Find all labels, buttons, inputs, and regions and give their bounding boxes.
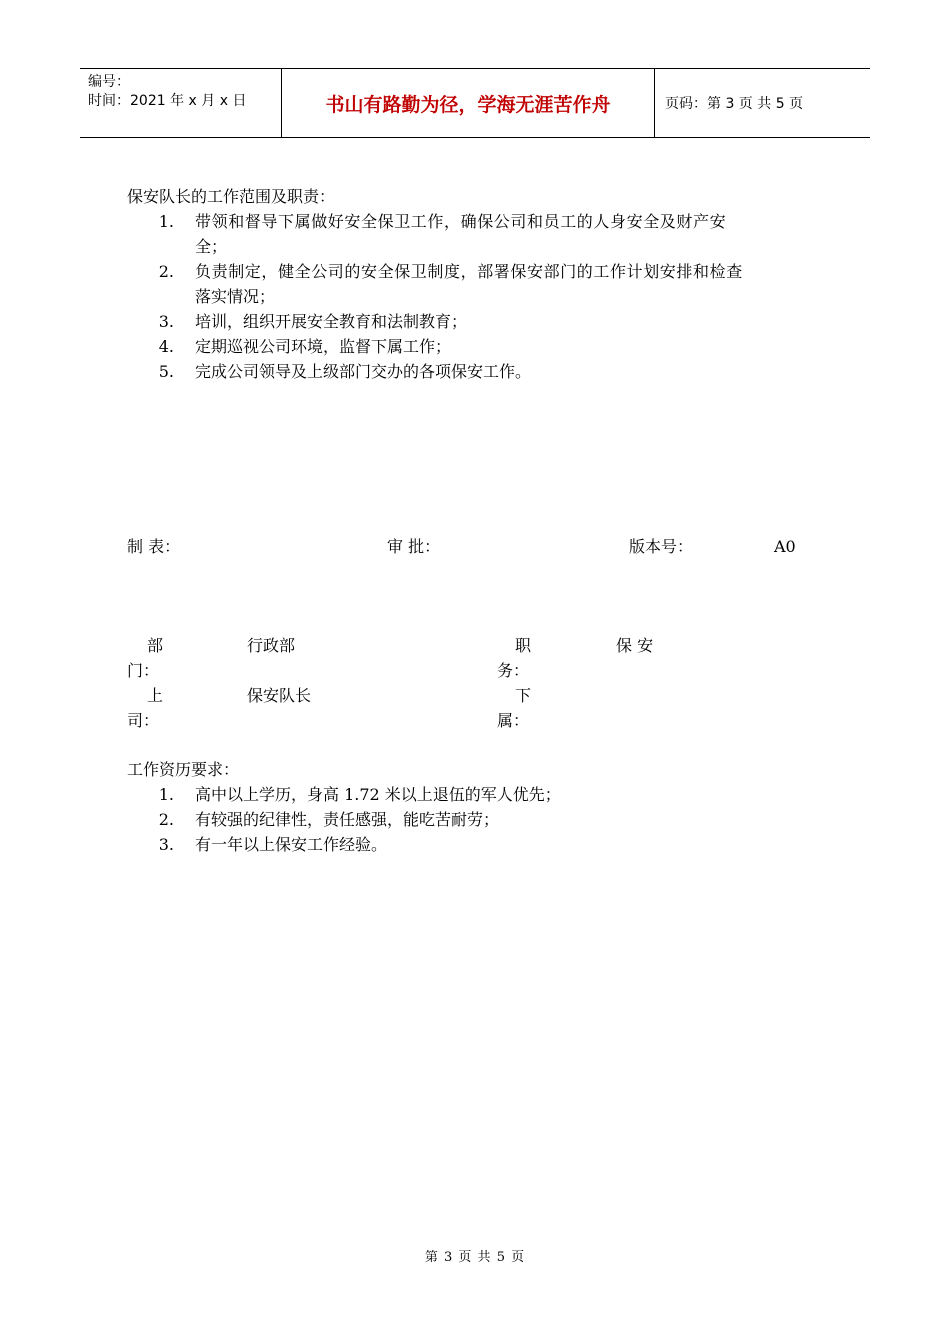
list-item-number: 1. [158, 785, 174, 804]
superior-label-continued: 司： [127, 711, 160, 730]
subordinate-label-continued: 属： [497, 711, 530, 730]
version-value: A0 [774, 537, 796, 556]
list-item-text-continued: 落实情况； [195, 287, 276, 306]
qualifications-title: 工作资历要求： [127, 760, 240, 779]
list-item-text: 定期巡视公司环境，监督下属工作； [195, 337, 452, 356]
made-by-label: 制 表： [127, 537, 181, 556]
list-item-text: 负责制定，健全公司的安全保卫制度，部署保安部门的工作计划安排和检查 [195, 262, 743, 281]
superior-label: 上 [147, 686, 164, 705]
list-item-number: 1. [158, 212, 174, 231]
list-item-number: 3. [158, 835, 174, 854]
list-item-number: 4. [158, 337, 174, 356]
list-item-number: 2. [158, 810, 174, 829]
post-label-continued: 务： [497, 661, 530, 680]
approved-by-label: 审 批： [387, 537, 441, 556]
list-item-text-continued: 全； [195, 237, 228, 256]
header-motto: 书山有路勤为径，学海无涯苦作舟 [282, 69, 655, 137]
list-item-number: 3. [158, 312, 174, 331]
list-item-text: 带领和督导下属做好安全保卫工作，确保公司和员工的人身安全及财产安 [195, 212, 727, 231]
document-date: 时间：2021 年 x 月 x 日 [88, 93, 247, 109]
superior-value: 保安队长 [247, 686, 312, 705]
list-item-text: 有一年以上保安工作经验。 [195, 835, 388, 854]
document-number-label: 编号： [88, 74, 130, 90]
header-meta [80, 69, 282, 137]
list-item-number: 5. [158, 362, 174, 381]
list-item-number: 2. [158, 262, 174, 281]
list-item-text: 有较强的纪律性，责任感强，能吃苦耐劳； [195, 810, 500, 829]
version-label: 版本号： [629, 537, 694, 556]
post-value: 保 安 [616, 636, 654, 655]
department-label-continued: 门： [127, 661, 160, 680]
page-footer: 第 3 页 共 5 页 [424, 1250, 526, 1265]
list-item-text: 高中以上学历，身高 1.72 米以上退伍的军人优先； [195, 785, 561, 804]
list-item-text: 培训，组织开展安全教育和法制教育； [195, 312, 468, 331]
department-label: 部 [147, 636, 164, 655]
list-item-text: 完成公司领导及上级部门交办的各项保安工作。 [195, 362, 532, 381]
page-header [80, 68, 870, 138]
subordinate-label: 下 [515, 686, 532, 705]
responsibilities-title: 保安队长的工作范围及职责： [127, 187, 336, 206]
header-page-info: 页码：第 3 页 共 5 页 [665, 96, 804, 112]
post-label: 职 [515, 636, 532, 655]
department-value: 行政部 [247, 636, 296, 655]
